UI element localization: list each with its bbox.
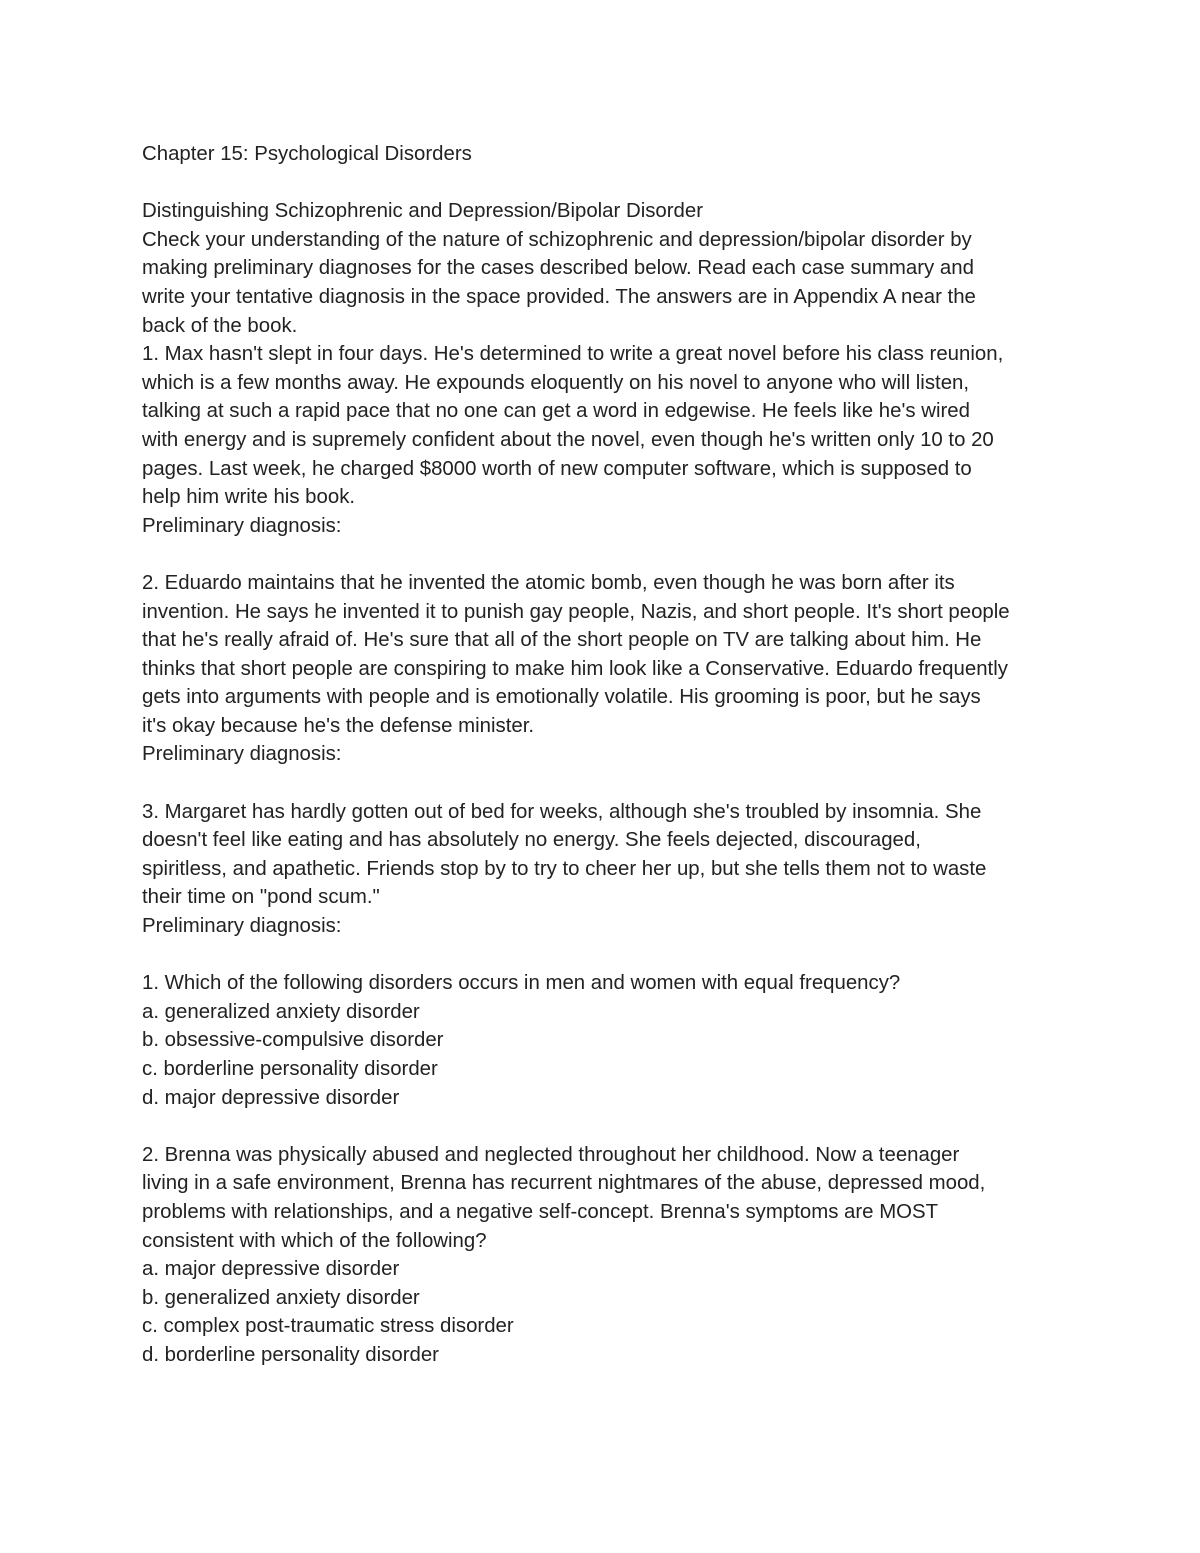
answer-option: b. generalized anxiety disorder xyxy=(142,1286,420,1309)
answer-option: b. obsessive-compulsive disorder xyxy=(142,1029,444,1052)
case-line: 3. Margaret has hardly gotten out of bed for weeks, although she's troubled by insomnia. She xyxy=(142,800,982,823)
case-line: with energy and is supremely confident about the novel, even though he's written only 10 to 20 xyxy=(142,428,994,451)
case-3 xyxy=(142,798,1067,941)
case-2 xyxy=(142,569,1067,769)
question-stem: 1. Which of the following disorders occurs in men and women with equal frequency? xyxy=(142,972,901,995)
question-2 xyxy=(142,1141,1067,1370)
diagnosis-label: Preliminary diagnosis: xyxy=(142,915,342,938)
section-heading: Distinguishing Schizophrenic and Depression/Bipolar Disorder xyxy=(142,200,704,223)
document-page xyxy=(142,140,1067,1370)
spacer xyxy=(142,941,1067,970)
case-line: gets into arguments with people and is emotionally volatile. His grooming is poor, but he says xyxy=(142,686,981,709)
intro-paragraph xyxy=(142,226,1067,340)
answer-option: c. borderline personality disorder xyxy=(142,1058,438,1080)
diagnosis-label: Preliminary diagnosis: xyxy=(142,743,342,766)
case-line: that he's really afraid of. He's sure that all of the short people on TV are talking about him. He xyxy=(142,629,982,652)
answer-option: d. borderline personality disorder xyxy=(142,1343,439,1366)
case-line: 2. Eduardo maintains that he invented the atomic bomb, even though he was born after its xyxy=(142,571,955,594)
spacer xyxy=(142,169,1067,198)
case-line: 1. Max hasn't slept in four days. He's determined to write a great novel before his class reunion, xyxy=(142,343,1004,366)
question-1 xyxy=(142,969,1067,1112)
case-line: pages. Last week, he charged $8000 worth of new computer software, which is supposed to xyxy=(142,457,972,480)
case-line: it's okay because he's the defense minister. xyxy=(142,714,535,737)
case-line: talking at such a rapid pace that no one can get a word in edgewise. He feels like he's wired xyxy=(142,400,970,423)
answer-option: c. complex post-traumatic stress disorder xyxy=(142,1315,514,1338)
answer-option: d. major depressive disorder xyxy=(142,1086,400,1109)
intro-line: back of the book. xyxy=(142,314,298,337)
answer-option: a. generalized anxiety disorder xyxy=(142,1000,420,1023)
spacer xyxy=(142,1112,1067,1141)
question-stem: living in a safe environment, Brenna has recurrent nightmares of the abuse, depressed mood, xyxy=(142,1172,986,1195)
case-line: thinks that short people are conspiring to make him look like a Conservative. Eduardo frequently xyxy=(142,657,1008,680)
case-line: spiritless, and apathetic. Friends stop by to try to cheer her up, but she tells them not to waste xyxy=(142,857,987,880)
question-stem: 2. Brenna was physically abused and neglected throughout her childhood. Now a teenager xyxy=(142,1143,960,1166)
case-line: invention. He says he invented it to punish gay people, Nazis, and short people. It's short people xyxy=(142,600,1010,623)
intro-line: write your tentative diagnosis in the space provided. The answers are in Appendix A near the xyxy=(142,285,976,308)
intro-line: Check your understanding of the nature of schizophrenic and depression/bipolar disorder by xyxy=(142,228,972,251)
case-1 xyxy=(142,340,1067,540)
case-line: which is a few months away. He expounds eloquently on his novel to anyone who will listen, xyxy=(142,371,970,394)
case-line: their time on "pond scum." xyxy=(142,886,380,909)
diagnosis-label: Preliminary diagnosis: xyxy=(142,514,342,537)
question-stem: consistent with which of the following? xyxy=(142,1229,487,1252)
spacer xyxy=(142,769,1067,798)
intro-line: making preliminary diagnoses for the cases described below. Read each case summary and xyxy=(142,257,974,280)
page-title: Chapter 15: Psychological Disorders xyxy=(142,143,472,165)
answer-option: a. major depressive disorder xyxy=(142,1258,400,1281)
spacer xyxy=(142,540,1067,569)
case-line: help him write his book. xyxy=(142,486,356,509)
question-stem: problems with relationships, and a negative self-concept. Brenna's symptoms are MOST xyxy=(142,1200,939,1223)
case-line: doesn't feel like eating and has absolutely no energy. She feels dejected, discouraged, xyxy=(142,829,921,852)
